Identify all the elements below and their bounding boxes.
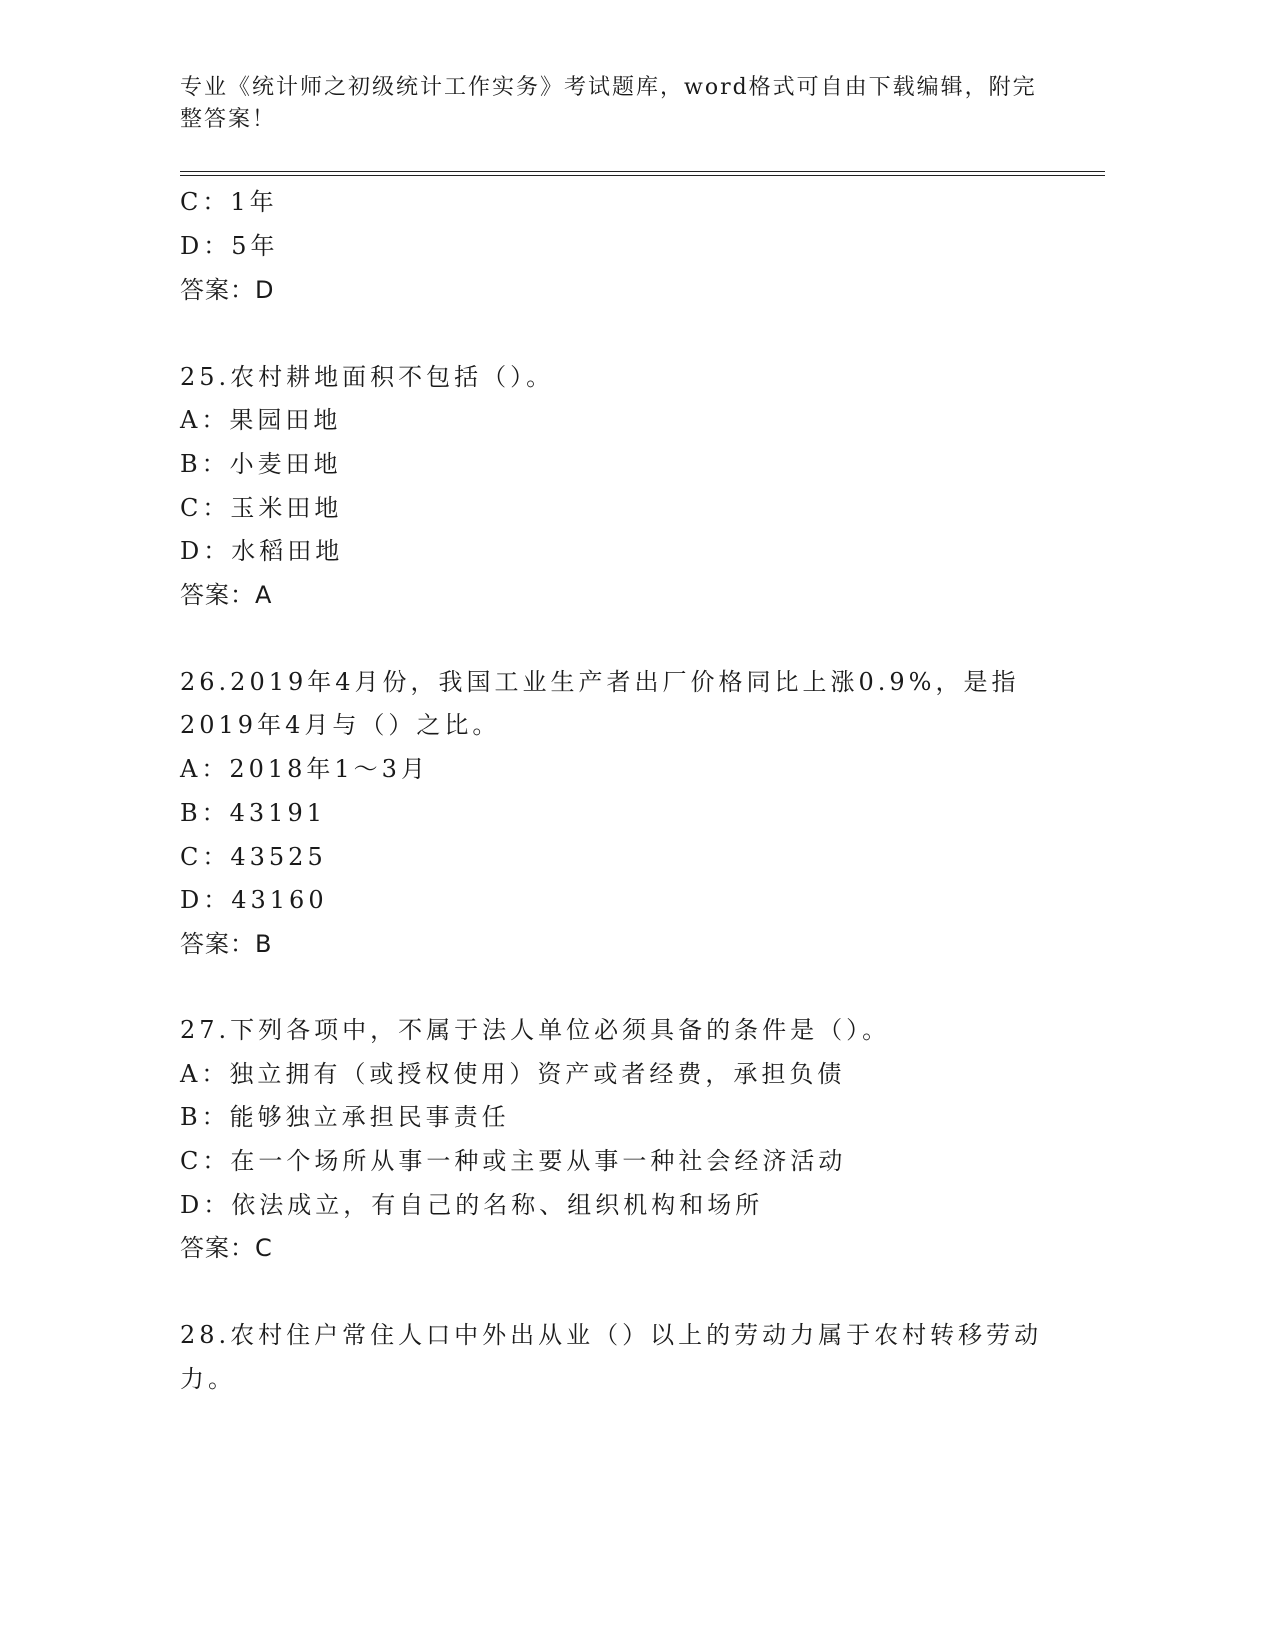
option-a: A：果园田地 — [180, 406, 342, 434]
answer-line: 答案：D — [180, 276, 275, 304]
option-c: C：1年 — [180, 188, 278, 216]
header-rule-bottom — [180, 175, 1105, 176]
option-c: C：43525 — [180, 843, 327, 871]
question-stem-continued: 力。 — [180, 1365, 236, 1393]
option-a: A：2018年1～3月 — [180, 755, 429, 783]
option-c: C：玉米田地 — [180, 494, 343, 522]
option-c: C：在一个场所从事一种或主要从事一种社会经济活动 — [180, 1147, 847, 1175]
header-line-2: 整答案！ — [180, 107, 277, 132]
answer-line: 答案：C — [180, 1234, 273, 1262]
option-d: D：水稻田地 — [180, 537, 344, 565]
question-stem: 25.农村耕地面积不包括（）。 — [180, 363, 555, 391]
option-d: D：5年 — [180, 232, 279, 260]
option-b: B：43191 — [180, 799, 326, 827]
document-header — [180, 72, 1060, 136]
option-b: B：小麦田地 — [180, 450, 342, 478]
header-line-1: 专业《统计师之初级统计工作实务》考试题库，word格式可自由下载编辑，附完 — [180, 75, 1037, 100]
option-d: D：依法成立，有自己的名称、组织机构和场所 — [180, 1191, 764, 1219]
question-stem-continued: 2019年4月与（）之比。 — [180, 711, 501, 739]
answer-line: 答案：A — [180, 581, 273, 609]
option-d: D：43160 — [180, 886, 328, 914]
header-rule-top — [180, 171, 1105, 172]
question-stem: 28.农村住户常住人口中外出从业（）以上的劳动力属于农村转移劳动 — [180, 1321, 1043, 1349]
option-b: B：能够独立承担民事责任 — [180, 1103, 510, 1131]
answer-line: 答案：B — [180, 930, 273, 958]
option-a: A：独立拥有（或授权使用）资产或者经费，承担负债 — [180, 1060, 846, 1088]
question-stem: 27.下列各项中，不属于法人单位必须具备的条件是（）。 — [180, 1016, 891, 1044]
question-stem: 26.2019年4月份，我国工业生产者出厂价格同比上涨0.9%，是指 — [180, 668, 1020, 696]
